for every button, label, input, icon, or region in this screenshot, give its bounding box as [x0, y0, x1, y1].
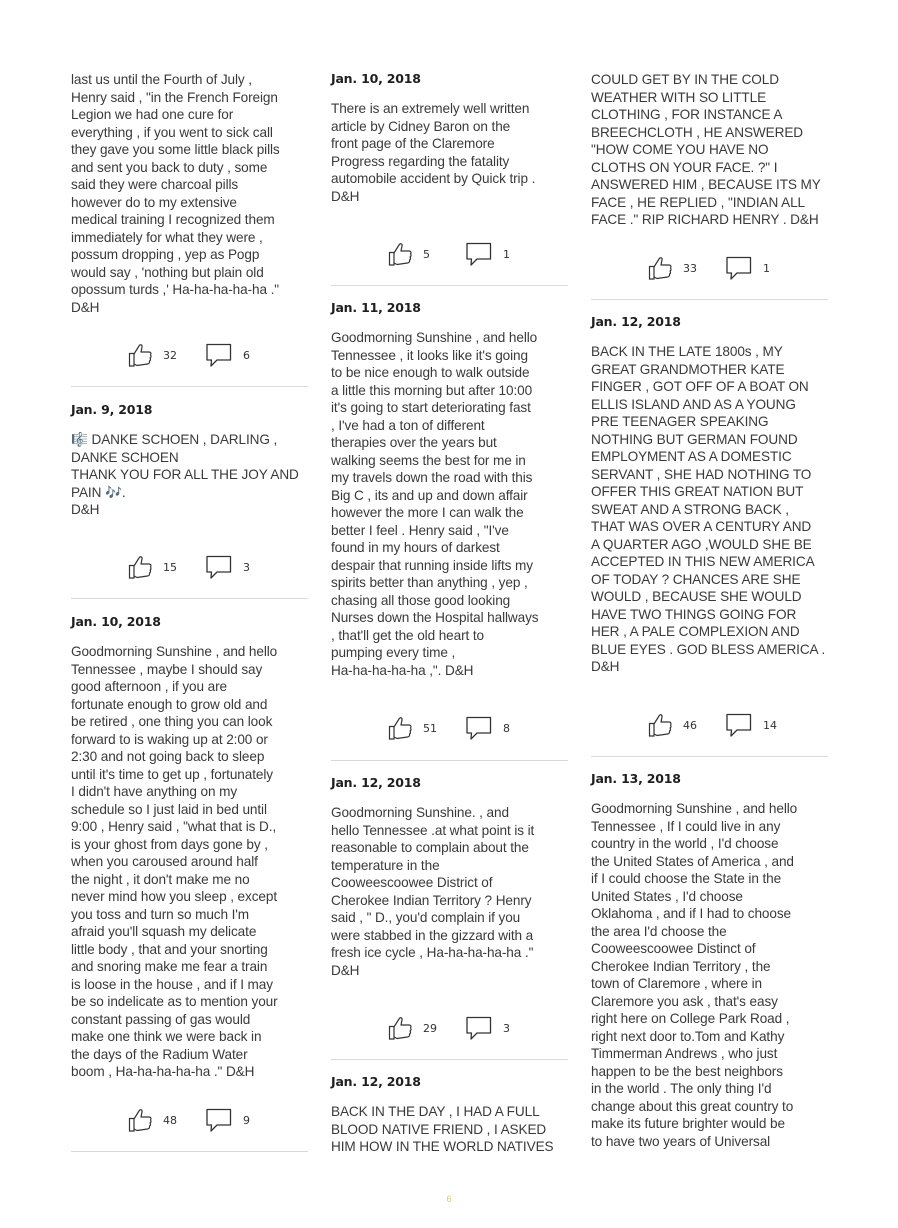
post-date: Jan. 12, 2018 — [591, 314, 681, 329]
post-reactions — [127, 342, 287, 368]
comment-button[interactable] — [725, 255, 770, 281]
post-divider — [591, 756, 828, 757]
comment-count: 1 — [763, 261, 770, 275]
like-count: 46 — [683, 718, 697, 732]
comment-count: 3 — [503, 1021, 510, 1035]
thumbs-up-icon — [127, 1107, 153, 1133]
comment-button[interactable] — [465, 1015, 510, 1041]
thumbs-up-icon — [127, 342, 153, 368]
thumbs-up-icon — [387, 715, 413, 741]
post-reactions — [387, 1015, 547, 1041]
speech-bubble-icon — [205, 342, 233, 368]
like-button[interactable] — [647, 255, 697, 281]
comment-button[interactable] — [465, 241, 510, 267]
post-reactions — [647, 712, 807, 738]
post-text: Goodmorning Sunshine , and hello Tennessee , If I could live in any country in the world , I'd choose the United States of America , and if I could choose the State in the United States , I'd choose Oklahoma , and if I had to choose the area I'd choose the Cooweescoowee Distinct of Cherokee Indian Territory , the town of Claremore , where in Claremore you ask , that's easy right here on College Park Road , right next door to.Tom and Kathy Timmerman Andrews , who just happen to be the best neighbors in the world . The only thing I'd change about this great country to make its future brighter would be to have two years of Universal — [591, 801, 798, 1149]
like-button[interactable] — [387, 715, 437, 741]
post-text: COULD GET BY IN THE COLD WEATHER WITH SO LITTLE CLOTHING , FOR INSTANCE A BREECHCLOTH , HE ANSWERED "HOW COME YOU HAVE NO CLOTHS ON YOUR FACE. ?" I ANSWERED HIM , BECAUSE ITS MY FACE , HE REPLIED , "INDIAN ALL FACE ." RIP RICHARD HENRY . D&H — [591, 72, 821, 227]
speech-bubble-icon — [725, 255, 753, 281]
post-text: BACK IN THE LATE 1800s , MY GREAT GRANDMOTHER KATE FINGER , GOT OFF OF A BOAT ON ELLIS ISLAND AND AS A YOUNG PRE TEENAGER SPEAKING NOTHING BUT GERMAN FOUND EMPLOYMENT AS A DOMESTIC SERVANT , SHE HAD NOTHING TO OFFER THIS GREAT NATION BUT SWEAT AND A STRONG BACK , THAT WAS OVER A CENTURY AND A QUARTER AGO ,WOULD SHE BE ACCEPTED IN THIS NEW AMERICA OF TODAY ? CHANCES ARE SHE WOULD , BECAUSE SHE WOULD HAVE TWO THINGS GOING FOR HER , A PALE COMPLEXION AND BLUE EYES . GOD BLESS AMERICA . D&H — [591, 344, 826, 674]
post-divider — [71, 598, 308, 599]
post-date: Jan. 10, 2018 — [71, 614, 161, 629]
like-button[interactable] — [387, 241, 430, 267]
thumbs-up-icon — [387, 1015, 413, 1041]
speech-bubble-icon — [205, 554, 233, 580]
like-button[interactable] — [127, 554, 177, 580]
comment-count: 6 — [243, 348, 250, 362]
post-date: Jan. 13, 2018 — [591, 771, 681, 786]
post-date: Jan. 11, 2018 — [331, 300, 421, 315]
like-count: 33 — [683, 261, 697, 275]
thumbs-up-icon — [127, 554, 153, 580]
post-reactions — [127, 1107, 287, 1133]
comment-count: 8 — [503, 721, 510, 735]
post-text: Goodmorning Sunshine. , and hello Tennessee .at what point is it reasonable to complain about the temperature in the Cooweescoowee District of Cherokee Indian Territory ? Henry said , " D., you'd complain if you were stabbed in the gizzard with a fresh ice cycle , Ha-ha-ha-ha-ha ." D&H — [331, 805, 535, 978]
post-divider — [591, 299, 828, 300]
like-count: 5 — [423, 247, 430, 261]
comment-button[interactable] — [205, 342, 250, 368]
speech-bubble-icon — [725, 712, 753, 738]
post-divider — [71, 1151, 308, 1152]
like-count: 32 — [163, 348, 177, 362]
post-text: Goodmorning Sunshine , and hello Tennessee , it looks like it's going to be nice enough to walk outside a little this morning but after 10:00 it's going to start deteriorating fast , I've had a ton of different therapies over the years but walking seems the best for me in my travels down the road with this Big C , its and up and down affair however the more I can walk the better I feel . Henry said , "I've found in my hours of darkest despair that running inside lifts my spirits better than anything , yep , chasing all those good looking Nurses down the Hospital hallways , that'll get the old heart to pumping every time , Ha-ha-ha-ha-ha ,". D&H — [331, 330, 539, 678]
post-text: last us until the Fourth of July , Henry said , "in the French Foreign Legion we had one cure for everything , if you went to sick call they gave you some little black pills and sent you back to duty , some said they were charcoal pills however do to my extensive medical training I recognized them immediately for what they were , possum dropping , yep as Pogp would say , 'nothing but plain old opossum turds ,' Ha-ha-ha-ha-ha ." D&H — [71, 72, 280, 315]
like-count: 15 — [163, 560, 177, 574]
speech-bubble-icon — [465, 241, 493, 267]
post-date: Jan. 12, 2018 — [331, 775, 421, 790]
post-divider — [331, 1059, 568, 1060]
like-count: 29 — [423, 1021, 437, 1035]
post-reactions — [387, 715, 547, 741]
post-date: Jan. 9, 2018 — [71, 402, 153, 417]
post-divider — [71, 386, 308, 387]
comment-button[interactable] — [205, 1107, 250, 1133]
like-count: 48 — [163, 1113, 177, 1127]
post-divider — [331, 285, 568, 286]
comment-button[interactable] — [205, 554, 250, 580]
like-button[interactable] — [127, 342, 177, 368]
post-text: BACK IN THE DAY , I HAD A FULL BLOOD NATIVE FRIEND , I ASKED HIM HOW IN THE WORLD NATIVES — [331, 1104, 554, 1154]
comment-button[interactable] — [725, 712, 777, 738]
comment-count: 3 — [243, 560, 250, 574]
like-button[interactable] — [387, 1015, 437, 1041]
like-button[interactable] — [127, 1107, 177, 1133]
thumbs-up-icon — [387, 241, 413, 267]
thumbs-up-icon — [647, 712, 673, 738]
post-reactions — [647, 255, 807, 281]
post-date: Jan. 12, 2018 — [331, 1074, 421, 1089]
speech-bubble-icon — [465, 715, 493, 741]
comment-count: 9 — [243, 1113, 250, 1127]
post-text: There is an extremely well written article by Cidney Baron on the front page of the Claremore Progress regarding the fatality automobile accident by Quick trip . D&H — [331, 101, 536, 204]
comment-button[interactable] — [465, 715, 510, 741]
speech-bubble-icon — [465, 1015, 493, 1041]
page-number: 6 — [446, 1194, 452, 1204]
comment-count: 14 — [763, 718, 777, 732]
post-date: Jan. 10, 2018 — [331, 71, 421, 86]
comment-count: 1 — [503, 247, 510, 261]
post-divider — [331, 760, 568, 761]
like-button[interactable] — [647, 712, 697, 738]
like-count: 51 — [423, 721, 437, 735]
thumbs-up-icon — [647, 255, 673, 281]
post-reactions — [387, 241, 547, 267]
post-text: 🎼 DANKE SCHOEN , DARLING , DANKE SCHOEN THANK YOU FOR ALL THE JOY AND PAIN 🎶. D&H — [71, 432, 299, 517]
post-reactions — [127, 554, 287, 580]
post-text: Goodmorning Sunshine , and hello Tennessee , maybe I should say good afternoon , if you are fortunate enough to grow old and be retired , one thing you can look forward to is waking up at 2:00 or 2:30 and not going back to sleep until it's time to get up , fortunately I didn't have anything on my schedule so I just laid in bed until 9:00 , Henry said , "what that is D., is your ghost from days gone by , when you caroused around half the night , it don't make me no never mind how you sleep , except you toss and turn so much I'm afraid you'll squash my delicate little body , that and your snorting and snoring make me fear a train is loose in the house , and if I may be so indelicate as to mention your constant passing of gas would make one think we were back in the days of the Radium Water boom , Ha-ha-ha-ha-ha ." D&H — [71, 644, 278, 1079]
speech-bubble-icon — [205, 1107, 233, 1133]
